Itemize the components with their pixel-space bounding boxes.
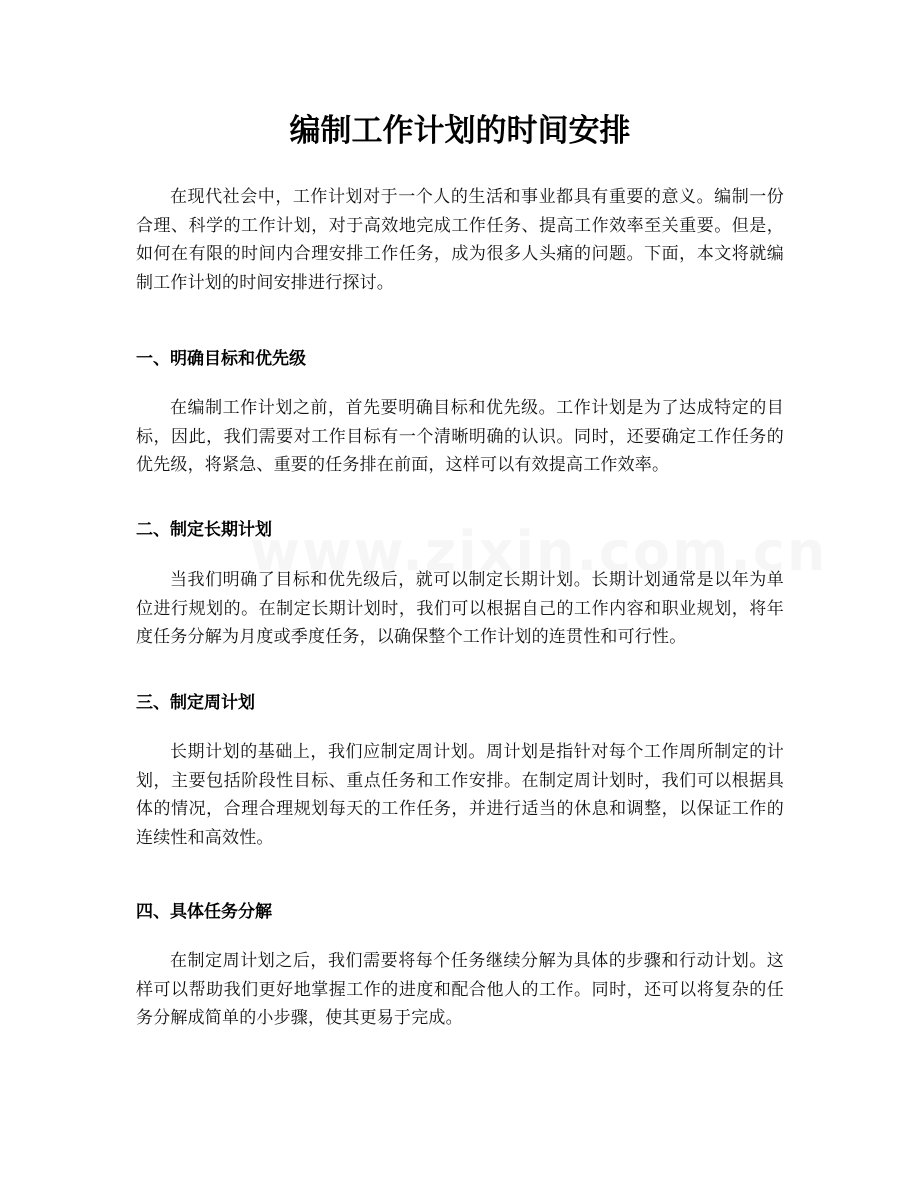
section-heading-1: 一、明确目标和优先级 — [136, 349, 306, 369]
intro-paragraph: 在现代社会中，工作计划对于一个人的生活和事业都具有重要的意义。编制一份合理、科学的工作计划，对于高效地完成工作任务、提高工作效率至关重要。但是，如何在有限的时间内合理安排工作任务，成为很多人头痛的问题。下面，本文将就编制工作计划的时间安排进行探讨。 — [136, 187, 784, 293]
section-heading-3: 三、制定周计划 — [136, 693, 255, 713]
section-body-3: 长期计划的基础上，我们应制定周计划。周计划是指针对每个工作周所制定的计划，主要包括阶段性目标、重点任务和工作安排。在制定周计划时，我们可以根据具体的情况，合理合理规划每天的工作任务，并进行适当的休息和调整，以保证工作的连续性和高效性。 — [136, 742, 784, 848]
section-body-4: 在制定周计划之后，我们需要将每个任务继续分解为具体的步骤和行动计划。这样可以帮助我们更好地掌握工作的进度和配合他人的工作。同时，还可以将复杂的任务分解成简单的小步骤，使其更易于完成。 — [136, 951, 784, 1028]
section-heading-2: 二、制定长期计划 — [136, 520, 272, 540]
section-heading-4: 四、具体任务分解 — [136, 902, 272, 922]
section-body-2: 当我们明确了目标和优先级后，就可以制定长期计划。长期计划通常是以年为单位进行规划的。在制定长期计划时，我们可以根据自己的工作内容和职业规划，将年度任务分解为月度或季度任务，以确保整个工作计划的连贯性和可行性。 — [136, 570, 784, 647]
section-body-1: 在编制工作计划之前，首先要明确目标和优先级。工作计划是为了达成特定的目标，因此，我们需要对工作目标有一个清晰明确的认识。同时，还要确定工作任务的优先级，将紧急、重要的任务排在前面，这样可以有效提高工作效率。 — [136, 398, 784, 475]
document-title: 编制工作计划的时间安排 — [289, 113, 631, 149]
